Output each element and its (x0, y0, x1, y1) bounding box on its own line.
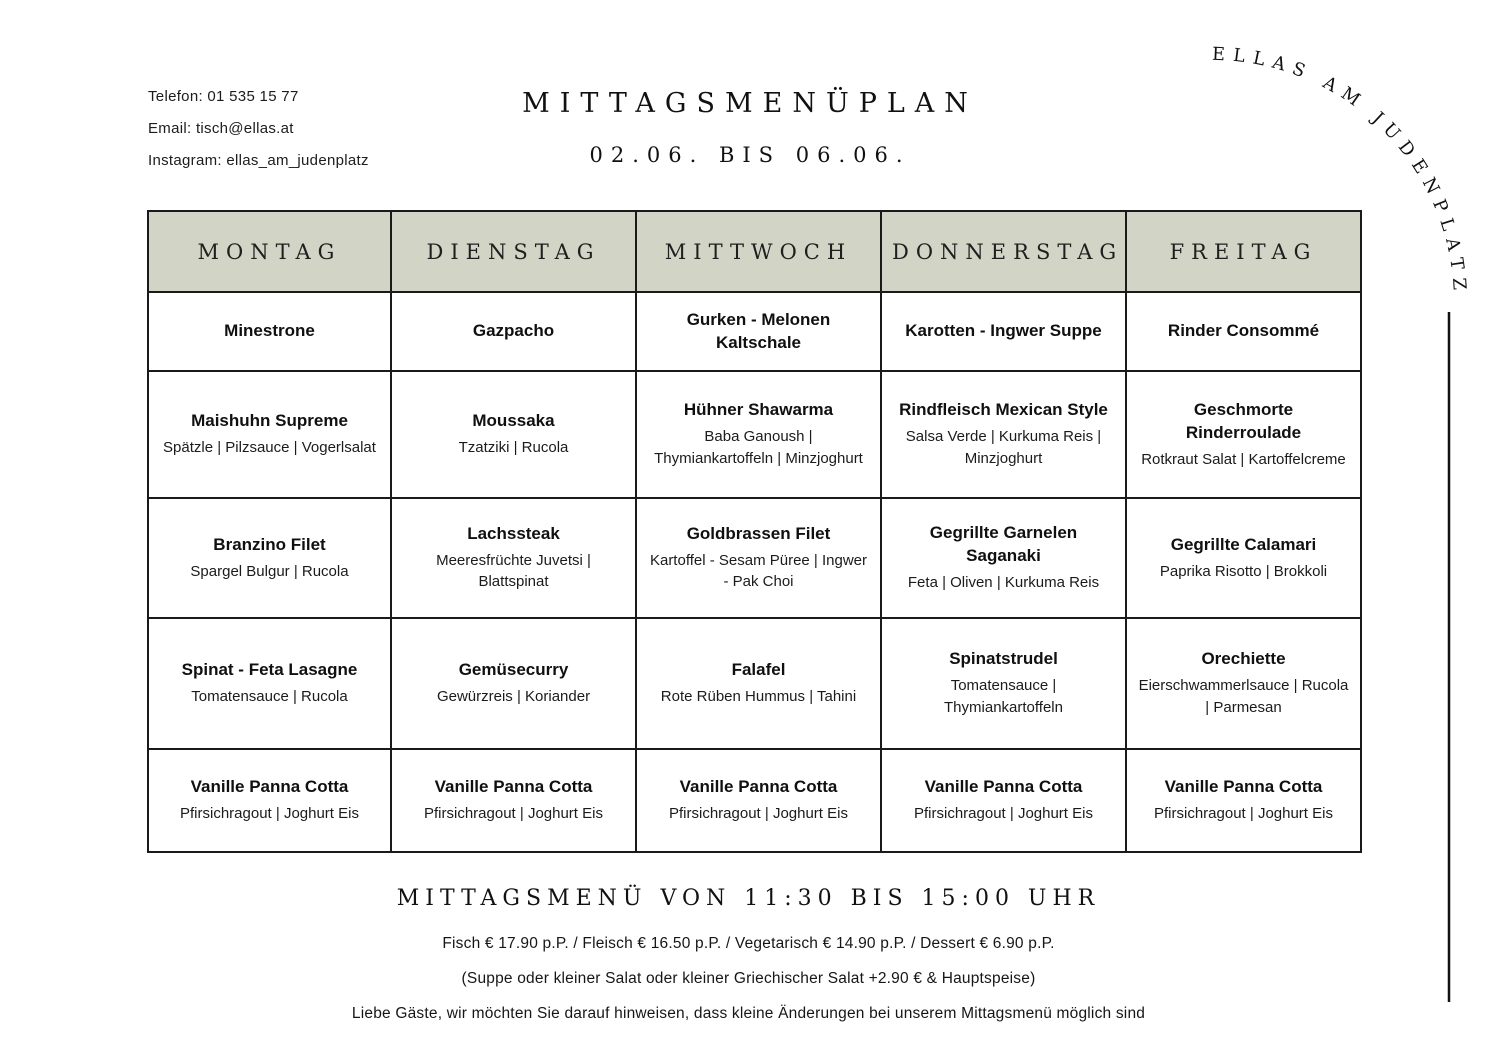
dish-sides: Pfirsichragout | Joghurt Eis (914, 805, 1093, 823)
dish-sides: Pfirsichragout | Joghurt Eis (424, 805, 603, 823)
menu-cell (881, 498, 1126, 618)
menu-cell (148, 498, 391, 618)
footer-block (0, 886, 1497, 1040)
menu-cell (636, 371, 881, 498)
menu-cell (148, 749, 391, 852)
menu-table (147, 210, 1362, 853)
menu-cell (636, 498, 881, 618)
dish-sides: Kartoffel - Sesam Püree | Ingwer - Pak Choi (649, 551, 868, 591)
changes-note: Liebe Gäste, wir möchten Sie darauf hinweisen, dass kleine Änderungen bei unserem Mittagsmenü möglich sind (351, 1005, 1146, 1022)
day-header-donnerstag: DONNERSTAG (881, 211, 1126, 292)
contact-phone: Telefon: 01 535 15 77 (148, 88, 299, 105)
dish-name: Vanille Panna Cotta (1164, 777, 1323, 797)
dish-name: Maishuhn Supreme (191, 411, 348, 431)
dish-name: Geschmorte Rinderroulade (1185, 399, 1302, 442)
menu-cell (391, 749, 636, 852)
menu-cell (1126, 618, 1361, 749)
day-header-freitag: FREITAG (1126, 211, 1361, 292)
dish-sides: Tomatensauce | Rucola (191, 688, 348, 706)
menu-cell (148, 371, 391, 498)
dish-sides: Salsa Verde | Kurkuma Reis | Minzjoghurt (905, 428, 1102, 467)
dish-name: Moussaka (472, 411, 555, 431)
dish-name: Gemüsecurry (458, 660, 569, 680)
dessert-row (148, 749, 1361, 852)
meat-row (148, 371, 1361, 498)
arc-logo-textpath: ELLAS AM JUDENPLATZ (1211, 43, 1471, 299)
vegetarian-row (148, 618, 1361, 749)
dish-sides: Gewürzreis | Koriander (436, 688, 591, 706)
dish-name: Rindfleisch Mexican Style (899, 400, 1108, 420)
menu-cell (1126, 498, 1361, 618)
day-header-dienstag: DIENSTAG (391, 211, 636, 292)
dish-name: Orechiette (1201, 649, 1286, 669)
menu-cell (391, 371, 636, 498)
soup-row (148, 292, 1361, 371)
dish-name: Spinatstrudel (949, 649, 1058, 669)
dish-name: Lachssteak (467, 523, 560, 543)
title-block (400, 88, 1100, 167)
dish-name: Spinat - Feta Lasagne (181, 660, 358, 680)
menu-cell (881, 749, 1126, 852)
menu-cell (636, 292, 881, 371)
menu-cell (881, 292, 1126, 371)
dish-name: Karotten - Ingwer Suppe (905, 321, 1102, 341)
menu-cell (391, 618, 636, 749)
menu-cell (391, 292, 636, 371)
dish-name: Falafel (731, 660, 786, 680)
dish-name: Vanille Panna Cotta (434, 777, 593, 797)
menu-cell (148, 618, 391, 749)
menu-cell (636, 618, 881, 749)
dish-sides: Pfirsichragout | Joghurt Eis (180, 805, 359, 823)
menu-cell (1126, 749, 1361, 852)
dish-sides: Spargel Bulgur | Rucola (190, 562, 349, 580)
dish-name: Minestrone (224, 321, 315, 341)
menu-cell (1126, 371, 1361, 498)
day-header-row (148, 211, 1361, 292)
dish-sides: Paprika Risotto | Brokkoli (1159, 562, 1328, 580)
dish-sides: Eierschwammerlsauce | Rucola | Parmesan (1138, 677, 1349, 716)
price-line: Fisch € 17.90 p.P. / Fleisch € 16.50 p.P. / Vegetarisch € 14.90 p.P. / Dessert € 6.90 p.P. (442, 935, 1055, 952)
day-header-mittwoch: MITTWOCH (636, 211, 881, 292)
menu-cell (148, 292, 391, 371)
dish-name: Hühner Shawarma (683, 400, 834, 420)
contact-email: Email: tisch@ellas.at (148, 120, 294, 137)
menu-cell (881, 371, 1126, 498)
dish-sides: Tomatensauce | Thymiankartoffeln (944, 677, 1063, 716)
dish-sides: Meeresfrüchte Juvetsi | Blattspinat (436, 551, 591, 591)
dish-sides: Pfirsichragout | Joghurt Eis (1154, 805, 1333, 823)
menu-cell (636, 749, 881, 852)
contact-instagram: Instagram: ellas_am_judenplatz (148, 152, 369, 169)
dish-sides: Tzatziki | Rucola (458, 439, 569, 457)
menu-cell (1126, 292, 1361, 371)
menu-cell (391, 498, 636, 618)
day-header-montag: MONTAG (148, 211, 391, 292)
contact-block (148, 88, 369, 184)
dish-sides: Rotkraut Salat | Kartoffelcreme (1141, 450, 1346, 468)
lunch-hours-heading: MITTAGSMENÜ VON 11:30 BIS 15:00 UHR (396, 886, 1101, 911)
dish-name: Goldbrassen Filet (686, 523, 831, 543)
supplement-line: (Suppe oder kleiner Salat oder kleiner Griechischer Salat +2.90 € & Hauptspeise) (461, 970, 1036, 987)
date-range: 02.06. BIS 06.06. (589, 143, 911, 167)
fish-row (148, 498, 1361, 618)
dish-name: Gegrillte Garnelen Saganaki (929, 523, 1078, 566)
dish-name: Vanille Panna Cotta (679, 777, 838, 797)
dish-name: Vanille Panna Cotta (924, 777, 1083, 797)
dish-sides: Feta | Oliven | Kurkuma Reis (907, 574, 1100, 592)
menu-cell (881, 618, 1126, 749)
dish-name: Rinder Consommé (1167, 321, 1320, 341)
dish-name: Gurken - Melonen Kaltschale (686, 309, 831, 352)
page-title: MITTAGSMENÜPLAN (522, 88, 978, 119)
dish-name: Branzino Filet (213, 534, 326, 554)
dish-sides: Baba Ganoush | Thymiankartoffeln | Minzjoghurt (654, 428, 863, 467)
dish-name: Gazpacho (472, 321, 555, 341)
dish-sides: Rote Rüben Hummus | Tahini (660, 688, 857, 706)
dish-sides: Pfirsichragout | Joghurt Eis (669, 805, 848, 823)
dish-sides: Spätzle | Pilzsauce | Vogerlsalat (163, 439, 376, 457)
dish-name: Gegrillte Calamari (1170, 534, 1317, 554)
dish-name: Vanille Panna Cotta (190, 777, 349, 797)
